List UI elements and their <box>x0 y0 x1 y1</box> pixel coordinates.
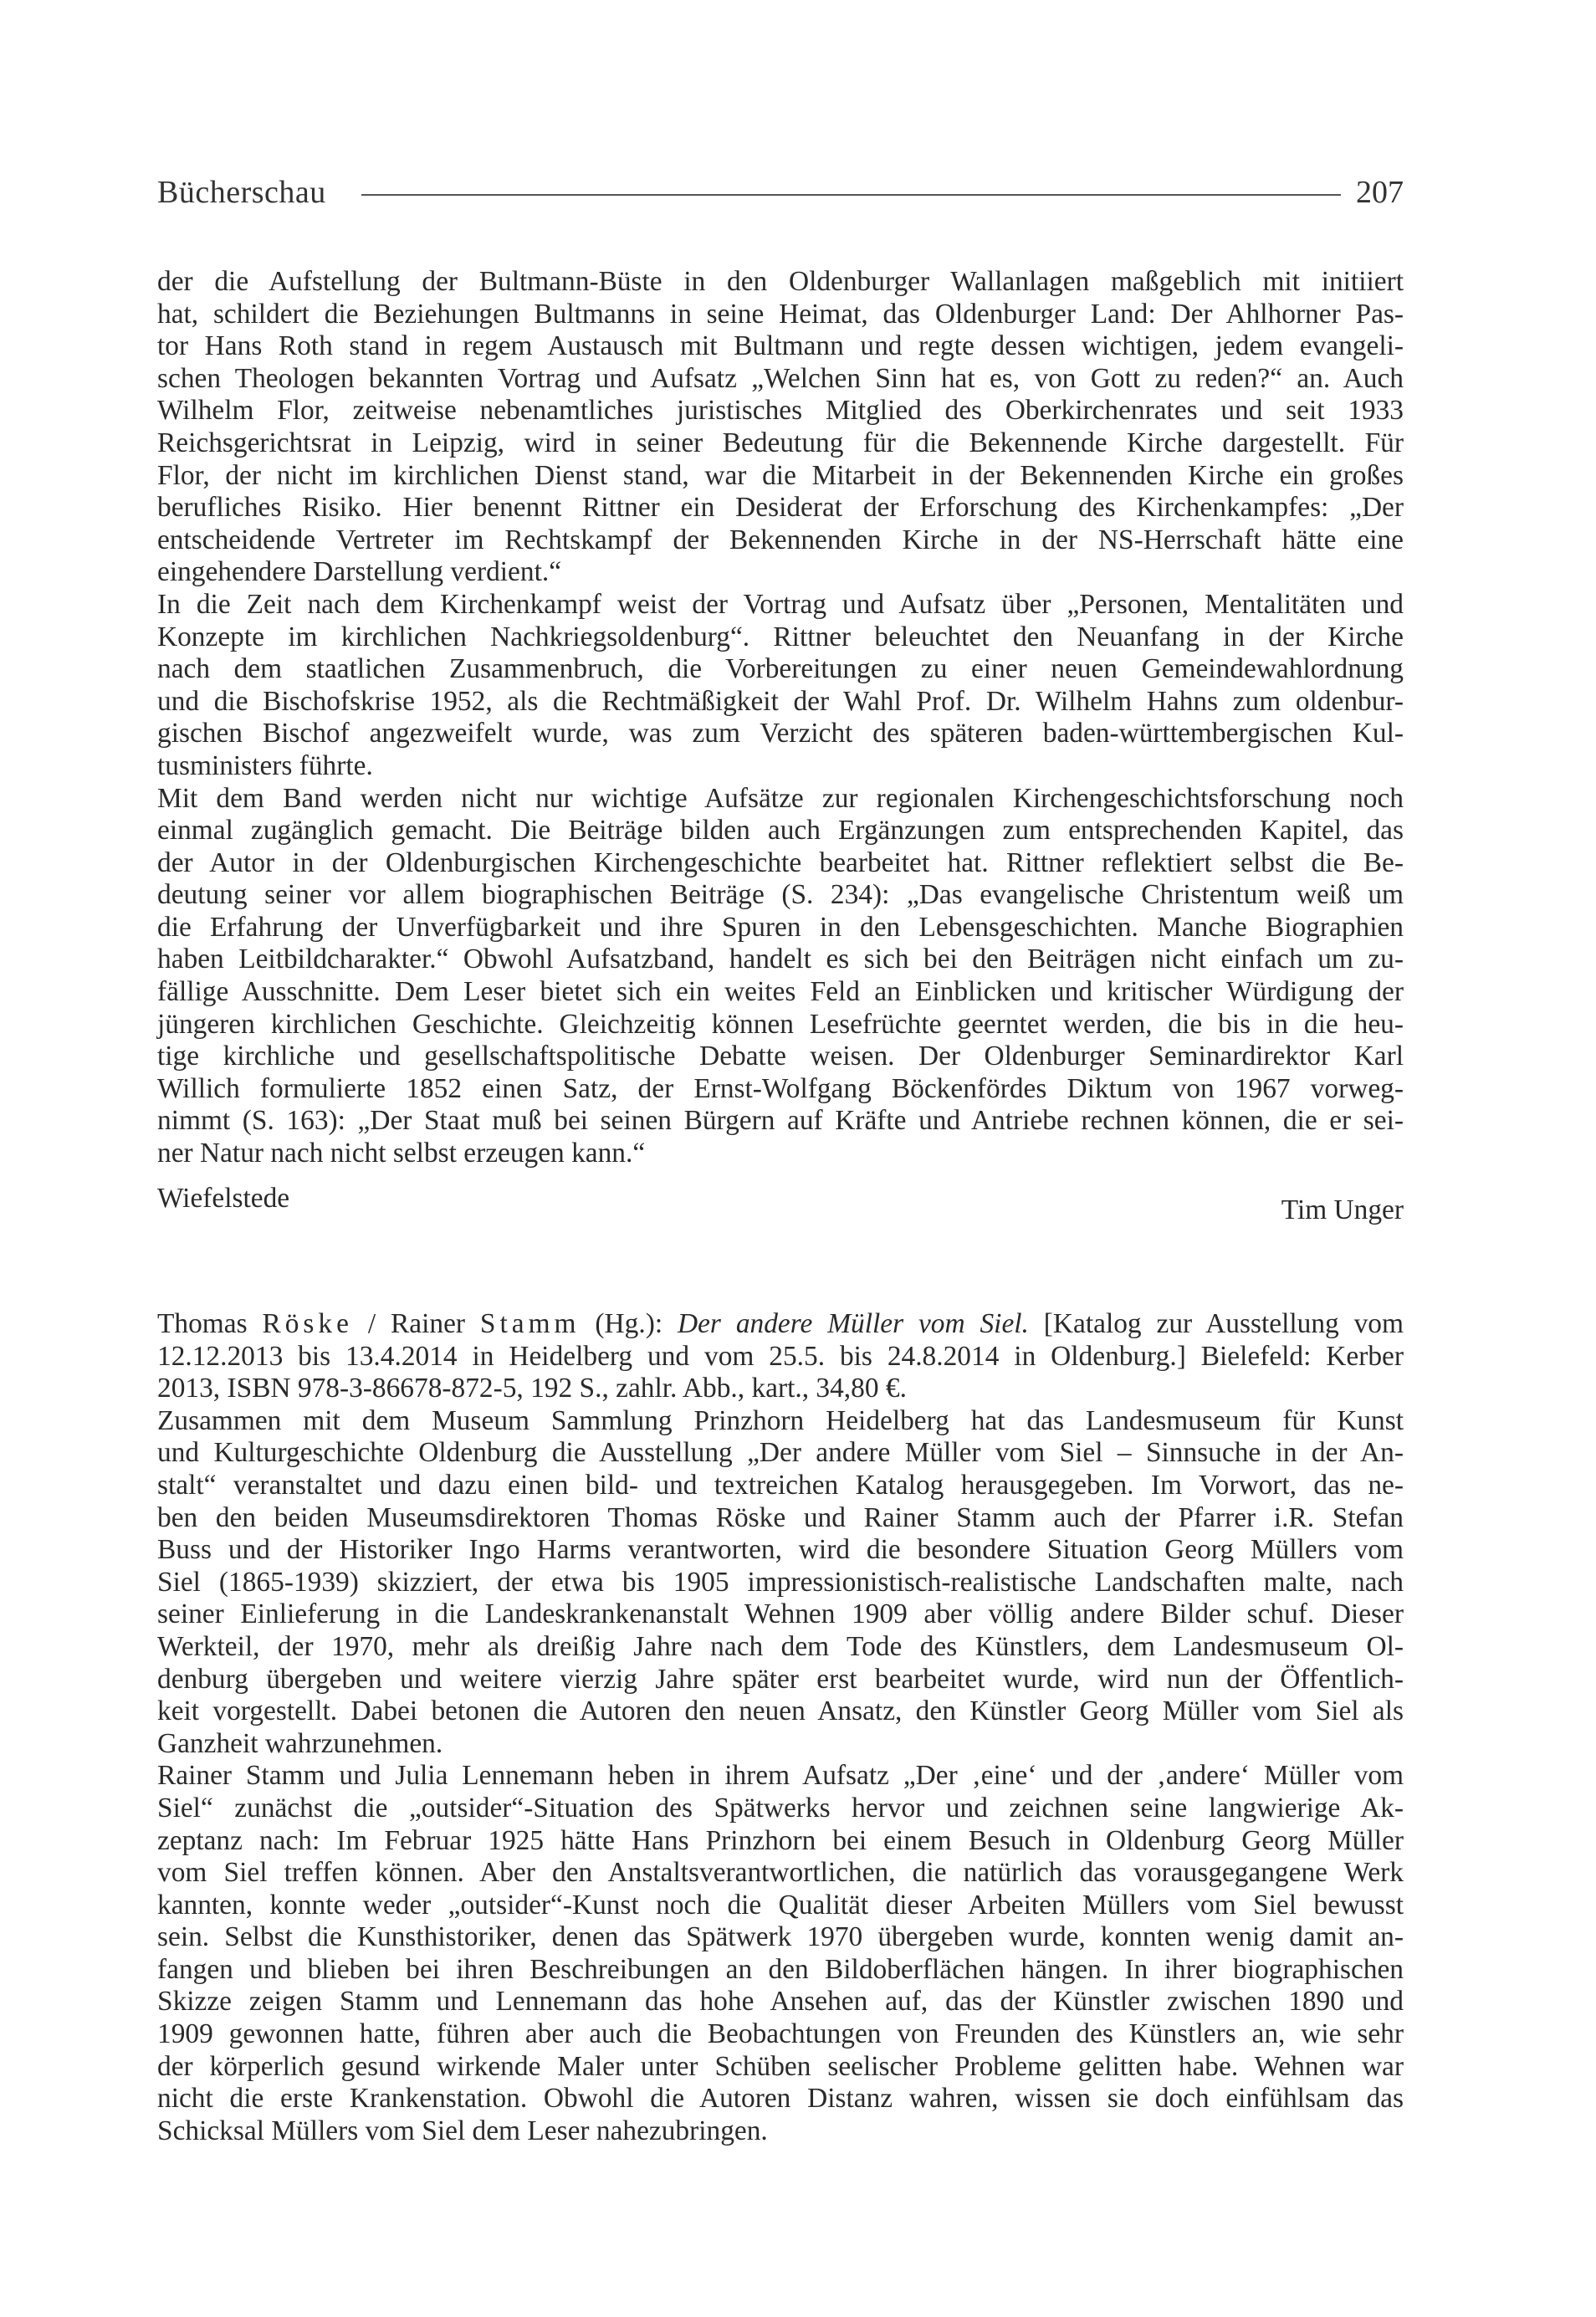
text-line: Werkteil, der 1970, mehr als dreißig Jahre nach dem Tode des Künstlers, dem Landesmuseum Ol- <box>157 1630 1404 1662</box>
text-line: nach dem staatlichen Zusammenbruch, die Vorbereitungen zu einer neuen Gemeindewahlordnung <box>157 653 1404 685</box>
running-header <box>157 167 1404 217</box>
review-1-paragraph-1 <box>157 266 1404 589</box>
text-line: Reichsgerichtsrat in Leipzig, wird in seiner Bedeutung für die Bekennende Kirche dargestellt. Für <box>157 427 1404 458</box>
header-rule <box>361 194 1341 196</box>
editor-role: (Hg.): <box>580 1308 678 1339</box>
text-line: seiner Einlieferung in die Landeskrankenanstalt Wehnen 1909 aber völlig andere Bilder schuf. Dieser <box>157 1598 1404 1630</box>
text-line: schen Theologen bekannten Vortrag und Aufsatz „Welchen Sinn hat es, von Gott zu reden?“ an. Auch <box>157 362 1404 394</box>
text-line: keit vorgestellt. Dabei betonen die Autoren den neuen Ansatz, den Künstler Georg Müller vom Siel als <box>157 1696 1404 1727</box>
text-line: Wilhelm Flor, zeitweise nebenamtliches juristisches Mitglied des Oberkirchenrates und seit 1933 <box>157 395 1404 427</box>
author-2-first: Rainer <box>391 1308 466 1339</box>
text-line: 1909 gewonnen hatte, führen aber auch die Beobachtungen von Freunden des Künstlers an, wie sehr <box>157 2018 1404 2050</box>
text-line: nicht die erste Krankenstation. Obwohl die Autoren Distanz wahren, wissen sie doch einfühlsam das <box>157 2083 1404 2115</box>
text-line: Zusammen mit dem Museum Sammlung Prinzhorn Heidelberg hat das Landesmuseum für Kunst <box>157 1404 1404 1436</box>
review-1-body <box>157 266 1404 1170</box>
text-line: ben den beiden Museumsdirektoren Thomas Röske und Rainer Stamm auch der Pfarrer i.R. Stefan <box>157 1501 1404 1533</box>
text-line: denburg übergeben und weitere vierzig Jahre später erst bearbeitet wurde, wird nun der Öffentlich- <box>157 1663 1404 1695</box>
text-line: tige kirchliche und gesellschaftspolitische Debatte weisen. Der Oldenburger Seminardirektor Karl <box>157 1041 1404 1072</box>
text-line: Skizze zeigen Stamm und Lennemann das hohe Ansehen auf, das der Künstler zwischen 1890 und <box>157 1986 1404 2018</box>
book-citation <box>157 1308 1404 1405</box>
review-1-paragraph-2 <box>157 589 1404 783</box>
place-of-review: Wiefelstede <box>157 1183 290 1214</box>
text-line: nimmt (S. 163): „Der Staat muß bei seinen Bürgern auf Kräfte und Antriebe rechnen können, die er sei- <box>157 1105 1404 1137</box>
reviewer-name: Tim Unger <box>1281 1194 1404 1225</box>
review-1-signature <box>157 1183 1404 1226</box>
page-number: 207 <box>1356 175 1404 210</box>
review-2-body <box>157 1308 1404 2147</box>
book-title: Der andere Müller vom Siel. <box>678 1308 1029 1339</box>
text-line: Buss und der Historiker Ingo Harms verantworten, wird die besondere Situation Georg Müllers vom <box>157 1534 1404 1566</box>
citation-line-3: 2013, ISBN 978-3-86678-872-5, 192 S., zahlr. Abb., kart., 34,80 €. <box>157 1373 907 1404</box>
author-1-first: Thomas <box>157 1308 248 1339</box>
text-line: Mit dem Band werden nicht nur wichtige Aufsätze zur regionalen Kirchengeschichtsforschung noch <box>157 782 1404 814</box>
text-line: kannten, konnte weder „outsider“-Kunst noch die Qualität dieser Arbeiten Müllers vom Siel bewusst <box>157 1889 1404 1921</box>
text-line: Flor, der nicht im kirchlichen Dienst stand, war die Mitarbeit in der Bekennenden Kirche ein großes <box>157 459 1404 491</box>
text-line: einmal zugänglich gemacht. Die Beiträge bilden auch Ergänzungen zum entsprechenden Kapitel, das <box>157 815 1404 846</box>
citation-rest: [Katalog zur Ausstellung vom <box>1028 1308 1404 1339</box>
text-line: tusministers führte. <box>157 749 373 781</box>
text-line: der die Aufstellung der Bultmann-Büste in den Oldenburger Wallanlagen maßgeblich mit initiiert <box>157 266 1404 297</box>
review-2-paragraph-2 <box>157 1760 1404 2147</box>
review-1-paragraph-3 <box>157 783 1404 1170</box>
text-line: Schicksal Müllers vom Siel dem Leser nahezubringen. <box>157 2115 768 2146</box>
text-line: der Autor in der Oldenburgischen Kirchengeschichte bearbeitet hat. Rittner reflektiert selbst die Be- <box>157 846 1404 878</box>
review-2-paragraph-1 <box>157 1405 1404 1761</box>
text-line: berufliches Risiko. Hier benennt Rittner ein Desiderat der Erforschung des Kirchenkampfes: „Der <box>157 492 1404 524</box>
running-header-title: Bücherschau <box>157 175 326 210</box>
text-line: sein. Selbst die Kunsthistoriker, denen das Spätwerk 1970 übergeben wurde, konnten wenig damit an- <box>157 1921 1404 1953</box>
text-line: tor Hans Roth stand in regem Austausch mit Bultmann und regte dessen wichtigen, jedem evangeli- <box>157 330 1404 362</box>
text-line: deutung seiner vor allem biographischen Beiträge (S. 234): „Das evangelische Christentum weiß um <box>157 879 1404 911</box>
author-separator: / <box>352 1308 391 1339</box>
text-line: stalt“ veranstaltet und dazu einen bild- und textreichen Katalog herausgegeben. Im Vorwort, das ne- <box>157 1469 1404 1501</box>
text-line: zeptanz nach: Im Februar 1925 hätte Hans Prinzhorn bei einem Besuch in Oldenburg Georg Müller <box>157 1824 1404 1856</box>
text-line: Siel“ zunächst die „outsider“-Situation des Spätwerks hervor und zeichnen seine langwierige Ak- <box>157 1792 1404 1823</box>
citation-line-2: 12.12.2013 bis 13.4.2014 in Heidelberg und vom 25.5. bis 24.8.2014 in Oldenburg.] Bielefeld: Kerber <box>157 1340 1404 1372</box>
text-line: vom Siel treffen können. Aber den Anstaltsverantwortlichen, die natürlich das vorausgegangene Werk <box>157 1857 1404 1889</box>
text-line: hat, schildert die Beziehungen Bultmanns in seine Heimat, das Oldenburger Land: Der Ahlhorner Pas- <box>157 298 1404 330</box>
text-line: gischen Bischof angezweifelt wurde, was zum Verzicht des späteren baden-württembergischen Kul- <box>157 718 1404 749</box>
text-line: Konzepte im kirchlichen Nachkriegsoldenburg“. Rittner beleuchtet den Neuanfang in der Kirche <box>157 621 1404 652</box>
text-line: und Kulturgeschichte Oldenburg die Ausstellung „Der andere Müller vom Siel – Sinnsuche in der An- <box>157 1437 1404 1469</box>
citation-line-1 <box>157 1308 1404 1341</box>
text-line: ner Natur nach nicht selbst erzeugen kann.“ <box>157 1138 646 1169</box>
text-line: entscheidende Vertreter im Rechtskampf der Bekennenden Kirche in der NS-Herrschaft hätte eine <box>157 524 1404 555</box>
text-line: Willich formulierte 1852 einen Satz, der Ernst-Wolfgang Böckenfördes Diktum von 1967 vorweg- <box>157 1072 1404 1104</box>
author-1-last: Röske <box>262 1308 353 1339</box>
text-line: jüngeren kirchlichen Geschichte. Gleichzeitig können Lesefrüchte geerntet werden, die bis in die heu- <box>157 1008 1404 1040</box>
text-line: die Erfahrung der Unverfügbarkeit und ihre Spuren in den Lebensgeschichten. Manche Biographien <box>157 911 1404 943</box>
text-line: haben Leitbildcharakter.“ Obwohl Aufsatzband, handelt es sich bei den Beiträgen nicht einfach um zu- <box>157 944 1404 975</box>
text-line: In die Zeit nach dem Kirchenkampf weist der Vortrag und Aufsatz über „Personen, Mentalitäten und <box>157 588 1404 620</box>
text-line: und die Bischofskrise 1952, als die Rechtmäßigkeit der Wahl Prof. Dr. Wilhelm Hahns zum oldenbur- <box>157 685 1404 717</box>
text-line: Siel (1865-1939) skizziert, der etwa bis 1905 impressionistisch-realistische Landschaften malte, nach <box>157 1566 1404 1598</box>
text-line: Ganzheit wahrzunehmen. <box>157 1727 443 1759</box>
text-line: der körperlich gesund wirkende Maler unter Schüben seelischer Probleme gelitten habe. Wehnen war <box>157 2050 1404 2082</box>
author-2-last: Stamm <box>479 1308 581 1339</box>
text-line: Rainer Stamm und Julia Lennemann heben in ihrem Aufsatz „Der ‚eine‘ und der ‚andere‘ Müller vom <box>157 1760 1404 1792</box>
text-line: fällige Ausschnitte. Dem Leser bietet sich ein weites Feld an Einblicken und kritischer Würdigung der <box>157 976 1404 1008</box>
text-line: eingehendere Darstellung verdient.“ <box>157 556 562 588</box>
text-line: fangen und blieben bei ihren Beschreibungen an den Bildoberflächen hängen. In ihrer biographischen <box>157 1953 1404 1985</box>
